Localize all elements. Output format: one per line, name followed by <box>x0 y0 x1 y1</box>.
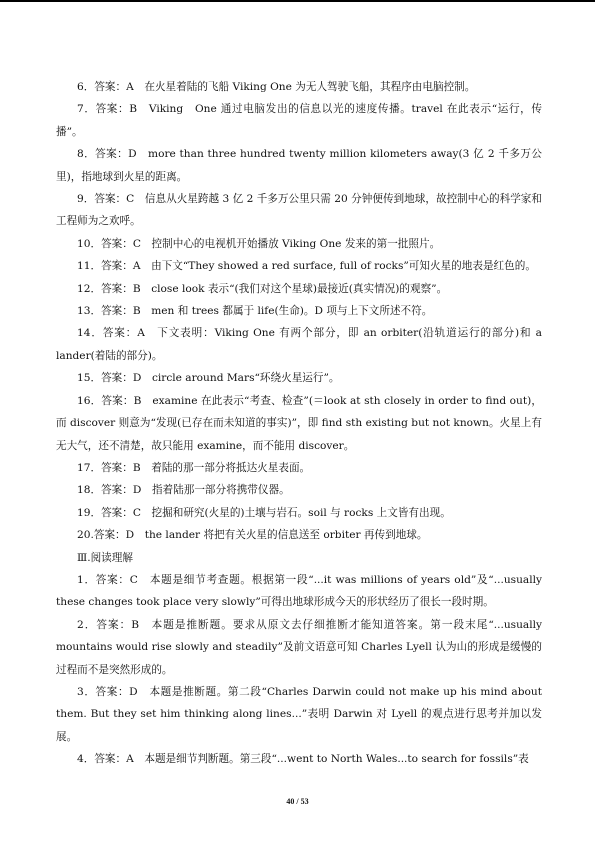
reading-answer-4: 4．答案：A 本题是细节判断题。第三段“...went to North Wales...to search for fossils”表 <box>77 753 529 766</box>
answer-16: 16．答案：B examine 在此表示“考查、检查”(＝look at sth closely in order to find out)，而 discover 则意为“发现(已存在而未知道的事实)”，即 find sth existing but not known。火星上有无大气，还不清楚，故只能用 examine，而不能用 discover。 <box>56 394 542 452</box>
reading-answer-2: 2．答案：B 本题是推断题。要求从原文去仔细推断才能知道答案。第一段末尾“...usually mountains would rise slowly and steadily”及前文语意可知 Charles Lyell 认为山的形成是缓慢的过程而不是突然形成的。 <box>56 618 542 676</box>
answer-10: 10．答案：C 控制中心的电视机开始播放 Viking One 发来的第一批照片。 <box>77 237 441 250</box>
page-number: 40 / 53 <box>286 797 309 806</box>
answer-6: 6．答案：A 在火星着陆的飞船 Viking One 为无人驾驶飞船，其程序由电脑控制。 <box>77 81 476 93</box>
answer-19: 19．答案：C 挖掘和研究(火星的)土壤与岩石。soil 与 rocks 上文皆有出现。 <box>77 506 451 519</box>
answer-14: 14．答案：A 下文表明：Viking One 有两个部分，即 an orbiter(沿轨道运行的部分)和 a lander(着陆的部分)。 <box>56 327 542 362</box>
answer-20: 20.答案：D the lander 将把有关火星的信息送至 orbiter 再传到地球。 <box>77 529 428 542</box>
answer-15: 15．答案：D circle around Mars“环绕火星运行”。 <box>77 372 340 385</box>
document-body <box>56 76 542 771</box>
answer-9: 9．答案：C 信息从火星跨越 3 亿 2 千多万公里只需 20 分钟便传到地球，故控制中心的科学家和工程师为之欢呼。 <box>56 193 542 228</box>
answer-13: 13．答案：B men 和 trees 都属于 life(生命)。D 项与上下文所述不符。 <box>77 305 433 318</box>
answer-7: 7．答案：B Viking One 通过电脑发出的信息以光的速度传播。travel 在此表示“运行，传播”。 <box>56 103 542 138</box>
reading-answer-1: 1．答案：C 本题是细节考查题。根据第一段“...it was millions of years old”及“...usually these changes took place very slowly”可得出地球形成今天的形状经历了很长一段时期。 <box>56 573 542 609</box>
answer-8: 8．答案：D more than three hundred twenty million kilometers away(3 亿 2 千多万公里)，指地球到火星的距离。 <box>56 148 542 183</box>
answer-12: 12．答案：B close look 表示“(我们对这个星球)最接近(真实情况)的观察”。 <box>77 282 448 295</box>
header-rule <box>0 0 595 2</box>
reading-answer-3: 3．答案：D 本题是推断题。第二段“Charles Darwin could not make up his mind about them. But they set him thinking along lines...”表明 Darwin 对 Lyell 的观点进行思考并加以发展。 <box>56 685 542 743</box>
answer-17: 17．答案：B 着陆的那一部分将抵达火星表面。 <box>77 461 311 474</box>
answer-11: 11．答案：A 由下文“They showed a red surface, full of rocks”可知火星的地表是红色的。 <box>77 260 536 273</box>
answer-18: 18．答案：D 指着陆那一部分将携带仪器。 <box>77 484 290 497</box>
section-heading-reading: Ⅲ.阅读理解 <box>77 551 133 564</box>
